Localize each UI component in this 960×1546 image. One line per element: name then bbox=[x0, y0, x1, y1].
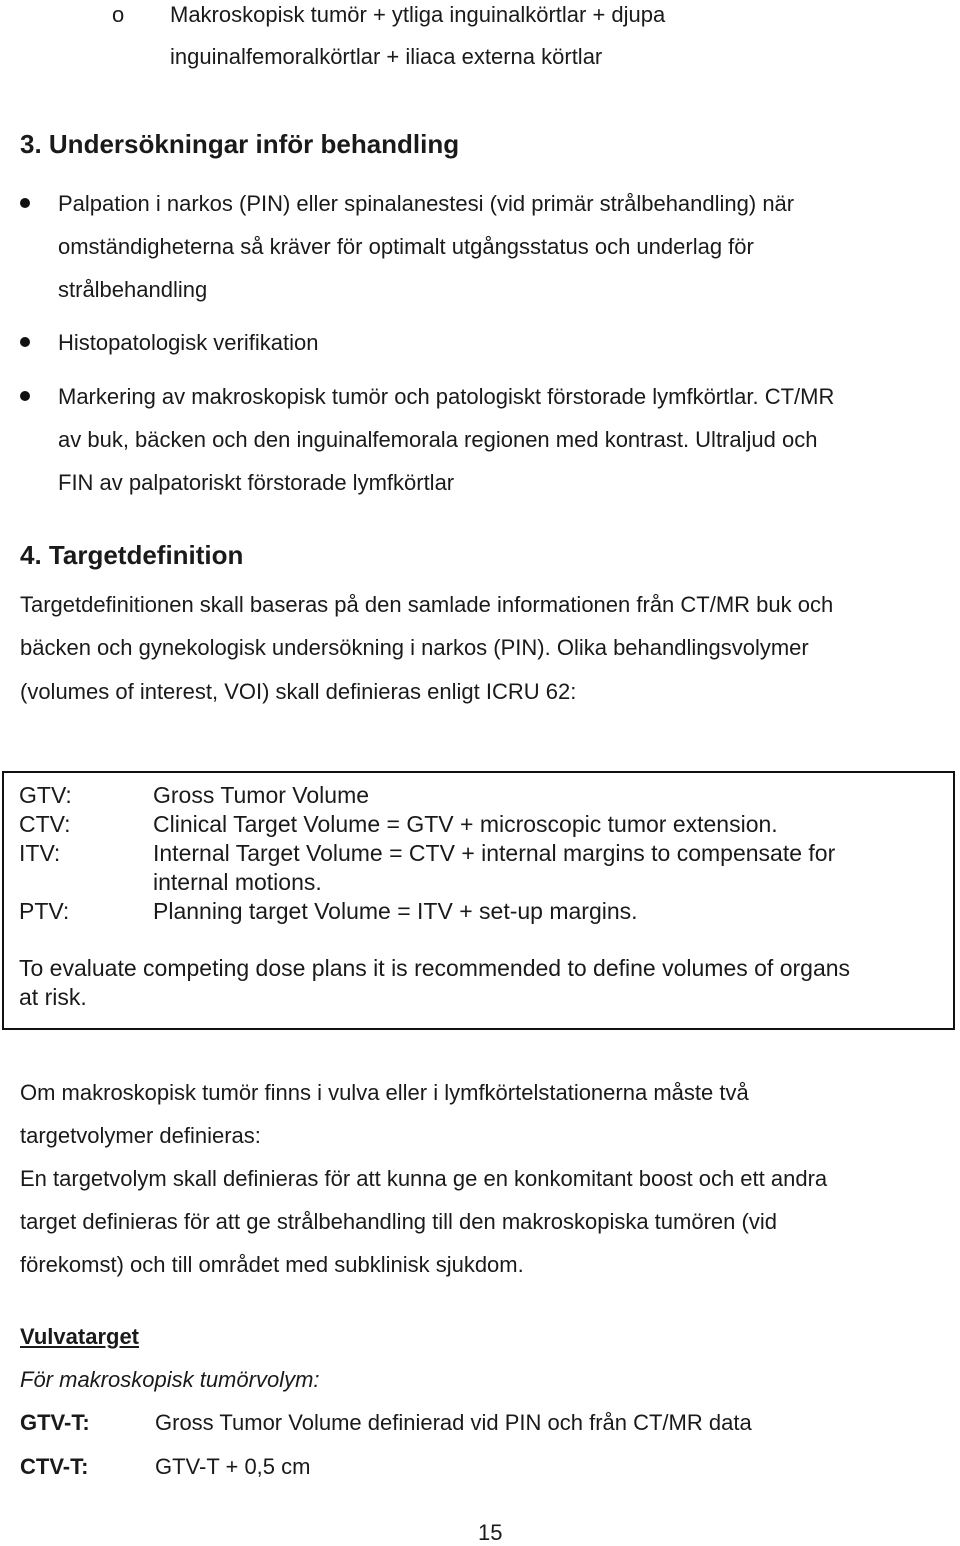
box-term: ITV: bbox=[19, 840, 61, 866]
bullet-text-line: strålbehandling bbox=[58, 277, 208, 302]
box-definition: internal motions. bbox=[153, 869, 322, 895]
section-4-heading: 4. Targetdefinition bbox=[20, 540, 244, 570]
page-number: 15 bbox=[478, 1520, 503, 1545]
paragraph-line: bäcken och gynekologisk undersökning i narkos (PIN). Olika behandlingsvolymer bbox=[20, 635, 809, 660]
vulvatarget-term: CTV-T: bbox=[20, 1454, 89, 1479]
box-definition: Planning target Volume = ITV + set-up margins. bbox=[153, 898, 638, 924]
box-term: GTV: bbox=[19, 782, 72, 808]
vulvatarget-definition: Gross Tumor Volume definierad vid PIN och från CT/MR data bbox=[155, 1410, 752, 1435]
paragraph-line: Targetdefinitionen skall baseras på den samlade informationen från CT/MR buk och bbox=[20, 592, 834, 617]
box-term: PTV: bbox=[19, 898, 70, 924]
box-term: CTV: bbox=[19, 811, 71, 837]
paragraph-line: targetvolymer definieras: bbox=[20, 1123, 261, 1148]
definitions-box bbox=[2, 771, 955, 1030]
box-definition: Clinical Target Volume = GTV + microscopic tumor extension. bbox=[153, 811, 778, 837]
bullet-text-line: av buk, bäcken och den inguinalfemorala regionen med kontrast. Ultraljud och bbox=[58, 427, 818, 452]
paragraph-line: Om makroskopisk tumör finns i vulva eller i lymfkörtelstationerna måste två bbox=[20, 1080, 749, 1105]
paragraph-line: (volumes of interest, VOI) skall definieras enligt ICRU 62: bbox=[20, 679, 577, 704]
bullet-icon bbox=[20, 337, 30, 347]
box-note-line: To evaluate competing dose plans it is recommended to define volumes of organs bbox=[19, 955, 851, 981]
bullet-icon bbox=[20, 198, 30, 208]
bullet-text-line: Palpation i narkos (PIN) eller spinalanestesi (vid primär strålbehandling) när bbox=[58, 191, 795, 216]
section-3-heading: 3. Undersökningar inför behandling bbox=[20, 129, 460, 159]
box-definition: Internal Target Volume = CTV + internal margins to compensate for bbox=[153, 840, 836, 866]
box-definition: Gross Tumor Volume bbox=[153, 782, 370, 808]
sublist-line: inguinalfemoralkörtlar + iliaca externa körtlar bbox=[170, 44, 603, 69]
bullet-text-line: omständigheterna så kräver för optimalt utgångsstatus och underlag för bbox=[58, 234, 754, 259]
box-note-line: at risk. bbox=[19, 984, 87, 1010]
paragraph-line: förekomst) och till området med subklinisk sjukdom. bbox=[20, 1252, 524, 1277]
bullet-text-line: FIN av palpatoriskt förstorade lymfkörtlar bbox=[58, 470, 455, 495]
vulvatarget-subheading: För makroskopisk tumörvolym: bbox=[20, 1367, 320, 1392]
bullet-icon bbox=[20, 391, 30, 401]
bullet-text-line: Markering av makroskopisk tumör och patologiskt förstorade lymfkörtlar. CT/MR bbox=[58, 384, 835, 409]
vulvatarget-term: GTV-T: bbox=[20, 1410, 90, 1435]
vulvatarget-heading: Vulvatarget bbox=[20, 1324, 140, 1349]
paragraph-line: En targetvolym skall definieras för att kunna ge en konkomitant boost och ett andra bbox=[20, 1166, 828, 1191]
sublist-line: Makroskopisk tumör + ytliga inguinalkörtlar + djupa bbox=[170, 2, 666, 27]
sublist-marker: o bbox=[112, 2, 125, 27]
bullet-text-line: Histopatologisk verifikation bbox=[58, 330, 319, 355]
paragraph-line: target definieras för att ge strålbehandling till den makroskopiska tumören (vid bbox=[20, 1209, 777, 1234]
vulvatarget-definition: GTV-T + 0,5 cm bbox=[155, 1454, 311, 1479]
